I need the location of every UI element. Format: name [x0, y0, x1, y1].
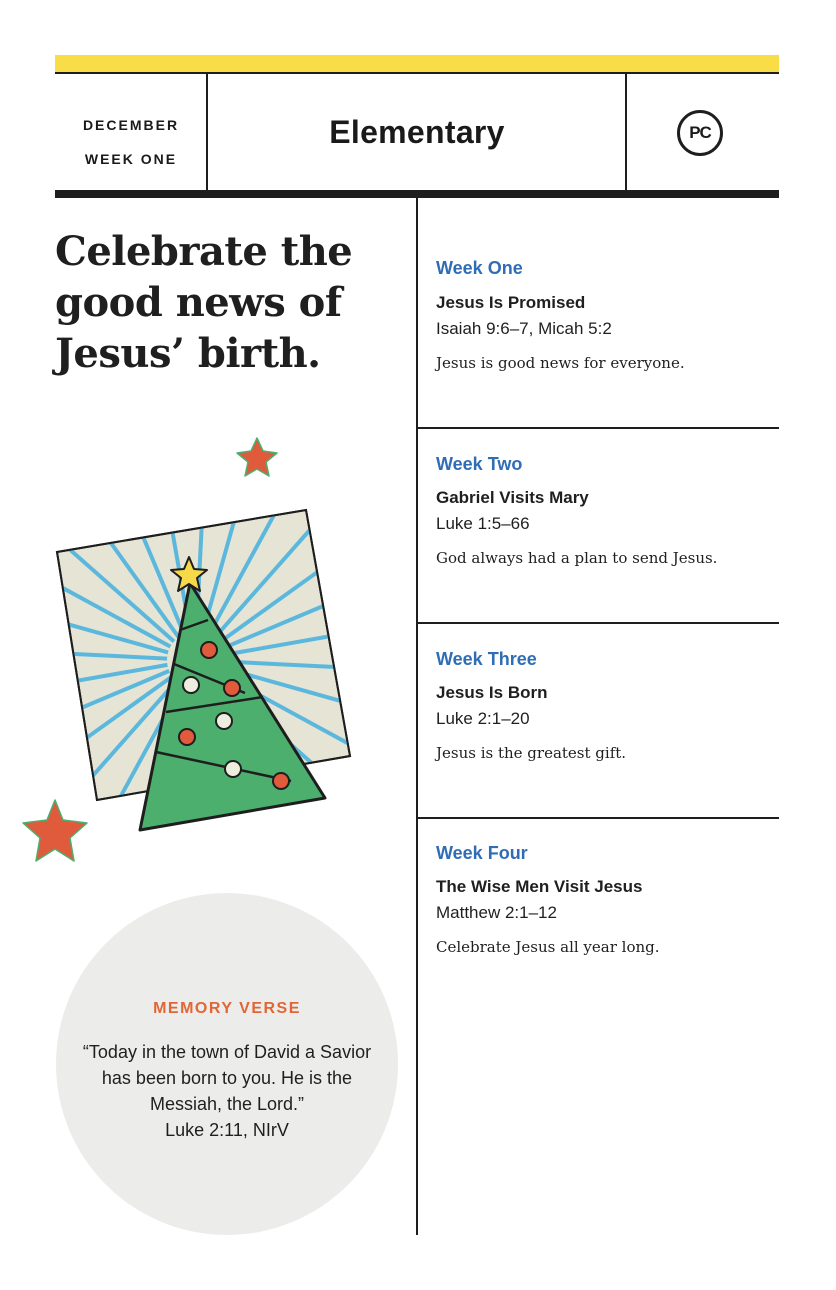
memory-verse-text — [78, 1039, 376, 1143]
week-label: WEEK ONE — [84, 151, 178, 167]
week-title: Gabriel Visits Mary — [436, 488, 589, 507]
week-reference: Luke 1:5–66 — [436, 514, 530, 533]
week-description: Jesus is good news for everyone. — [436, 354, 685, 372]
page-header — [55, 72, 779, 190]
memory-verse-circle — [56, 893, 398, 1235]
memory-verse-reference: Luke 2:11, NIrV — [165, 1120, 289, 1140]
week-title: The Wise Men Visit Jesus — [436, 877, 643, 896]
page-title: Elementary — [329, 113, 505, 150]
week-description: Jesus is the greatest gift. — [436, 744, 627, 762]
header-rule — [55, 190, 779, 198]
week-label: Week One — [436, 258, 523, 278]
accent-bar — [55, 55, 779, 72]
week-description: Celebrate Jesus all year long. — [436, 938, 660, 956]
star-icon — [237, 438, 277, 476]
week-four-section — [418, 819, 779, 1019]
week-label: Week Two — [436, 454, 523, 474]
week-title: Jesus Is Born — [436, 683, 548, 702]
week-label: Week Four — [436, 843, 528, 863]
month-label: DECEMBER — [82, 117, 180, 133]
week-reference: Luke 2:1–20 — [436, 709, 530, 728]
week-two-section — [418, 429, 779, 623]
memory-verse-quote: “Today in the town of David a Savior has been born to you. He is the Messiah, the Lord.” — [82, 1042, 372, 1114]
star-icon — [23, 800, 87, 861]
headline: Celebrate the good news of Jesus’ birth. — [55, 228, 353, 377]
week-reference: Matthew 2:1–12 — [436, 903, 557, 922]
header-divider — [625, 74, 627, 190]
date-label — [55, 108, 207, 176]
week-three-section — [418, 624, 779, 817]
week-reference: Isaiah 9:6–7, Micah 5:2 — [436, 319, 612, 338]
week-title: Jesus Is Promised — [436, 293, 586, 312]
christmas-tree-illustration — [0, 420, 400, 880]
pc-logo: PC — [677, 110, 723, 156]
week-one-section — [418, 198, 779, 428]
week-description: God always had a plan to send Jesus. — [436, 549, 718, 567]
week-label: Week Three — [436, 649, 537, 669]
memory-verse-label: MEMORY VERSE — [153, 1000, 301, 1017]
